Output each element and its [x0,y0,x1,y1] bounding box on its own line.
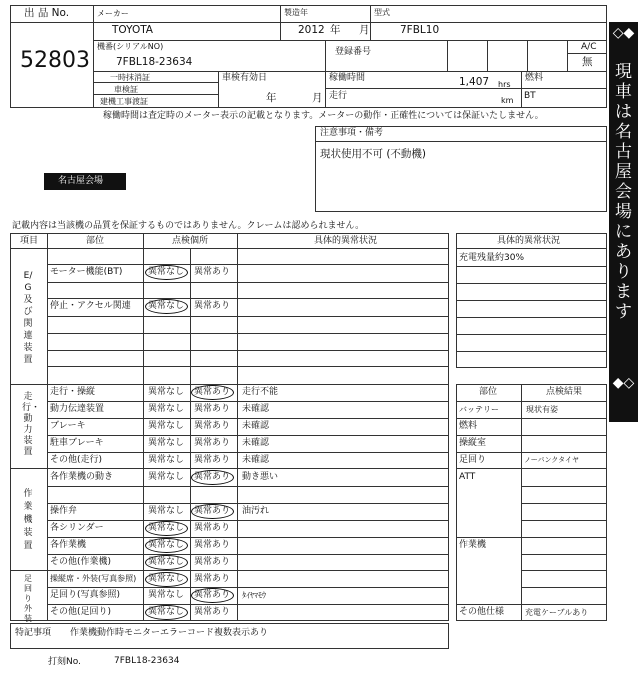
col-detail: 具体的異常状況 [314,236,378,246]
ng-label: 異常あり [194,387,231,397]
ok-label: 異常なし [148,607,185,617]
checked-mark [145,265,188,280]
venue-badge-text: 名古屋会場 [58,176,104,186]
venue-badge [44,173,126,190]
result-part: バッテリー [459,405,499,414]
part-under: 足回り(写真参照) [50,590,121,600]
mileage-label: 走行 [329,91,348,101]
maker-value: TOYOTA [112,24,153,36]
quality-disclaimer: 記載内容は当該機の品質を保証するものではありません。クレームは認められません。 [12,221,365,231]
maker-label: メーカー [97,9,129,18]
ng-label: 異常あり [194,472,231,482]
diamond-bottom: ◆◇ [612,375,635,391]
fuel-value: BT [524,91,536,101]
ok-label: 異常なし [148,557,185,567]
results-col-result: 点検結果 [546,387,583,397]
special-text: 作業機動作時モニターエラーコード複数表示あり [70,628,269,638]
hours-value: 1,407 [459,76,490,88]
result-part: 燃料 [459,421,478,431]
km-unit: km [501,96,514,105]
checked-mark [145,555,188,570]
checked-mark [145,605,188,620]
results-col-part: 部位 [479,387,498,397]
section-drive: 走行・動力装置 [22,392,41,457]
remarks-box [315,126,607,212]
part-parking: 駐車ブレーキ [50,438,104,448]
ng-label: 異常あり [194,523,231,533]
part-stop: 停止・アクセル関連 [50,301,131,311]
result-value: ノーパンクタイヤ [524,456,580,464]
hours-disclaimer: 稼働時間は査定時のメーター表示の記載となります。メーターの動作・正確性については保証いたしません。 [103,111,544,121]
result-part: その他仕様 [459,607,505,617]
vehicle-cert-label: 車検証 [114,85,138,94]
detail-other-drive: 未確認 [242,455,270,465]
ac-label: A/C [581,42,597,52]
ng-label: 異常あり [194,301,231,311]
header-frame [10,5,607,108]
part-other-under: その他(足回り) [50,607,112,617]
temp-cert-label: 一時抹消証 [110,73,150,82]
part-cylinder: 各シリンダー [50,523,104,533]
diamond-top: ◇◆ [612,25,635,41]
serial-label: 機番(シリアルNO) [97,42,164,51]
ok-label: 異常なし [148,438,185,448]
hours-label: 稼働時間 [329,73,366,83]
right-detail-header: 具体的異常状況 [497,236,561,246]
ok-label: 異常なし [148,421,185,431]
ok-label: 異常なし [148,404,185,414]
ok-label: 異常なし [148,301,185,311]
result-part: 作業機 [459,540,487,550]
stamp-value: 7FBL18-23634 [114,656,180,666]
checked-mark [145,538,188,553]
ok-label: 異常なし [148,455,185,465]
ng-label: 異常あり [194,540,231,550]
result-part: ATT [459,472,476,482]
part-brake: ブレーキ [50,421,86,431]
ac-value: 無 [582,56,593,68]
ok-label: 異常なし [148,472,185,482]
part-travel: 走行・操縦 [50,387,96,397]
checked-mark [191,470,234,485]
fuel-label: 燃料 [525,73,544,83]
model-label: 型式 [374,8,390,17]
col-part: 部位 [86,236,105,246]
part-other-drive: その他(走行) [50,455,103,465]
detail-brake: 未確認 [242,421,270,431]
result-value: 充電ケーブルあり [525,608,589,617]
lot-number: 52803 [20,48,90,73]
sidebar-text: 現車は名古屋会場にあります [615,62,632,322]
ng-label: 異常あり [194,607,231,617]
section-work: 作業機装置 [23,489,33,551]
location-sidebar [609,22,638,422]
detail-movement: 動き悪い [242,472,279,482]
remarks-value: 現状使用不可 (不動機) [320,148,427,160]
hours-unit: hrs [498,80,511,89]
col-check: 点検個所 [172,236,209,246]
year-unit: 年 [330,24,341,36]
model-value: 7FBL10 [400,24,440,36]
part-cab: 操縦席・外装(写真参照) [50,574,137,583]
ok-label: 異常なし [148,540,185,550]
ok-label: 異常なし [148,506,185,516]
inspection-year-unit: 年 [266,92,277,104]
remarks-label: 注意事項・備考 [320,128,384,138]
checked-mark [145,572,188,587]
right-detail-first: 充電残量約30% [459,253,525,263]
detail-power: 未確認 [242,404,270,414]
checked-mark [145,299,188,314]
ok-label: 異常なし [148,590,185,600]
ng-label: 異常あり [194,557,231,567]
year-value: 2012 [298,24,325,36]
ng-label: 異常あり [194,455,231,465]
ok-label: 異常なし [148,523,185,533]
ng-label: 異常あり [194,438,231,448]
col-item: 項目 [20,236,39,246]
part-movement: 各作業機の動き [50,472,114,482]
part-power: 動力伝達装置 [50,404,105,414]
inspection-month-unit: 月 [312,92,323,104]
special-label: 特記事項 [15,628,52,638]
ok-label: 異常なし [148,267,185,277]
ng-label: 異常あり [194,574,231,584]
ng-label: 異常あり [194,404,231,414]
ok-label: 異常なし [148,574,185,584]
ok-label: 異常なし [148,387,185,397]
checked-mark [191,385,234,400]
ng-label: 異常あり [194,421,231,431]
month-unit: 月 [359,24,370,36]
stamp-label: 打刻No. [48,657,81,667]
checked-mark [191,588,234,603]
inspection-label: 車検有効日 [222,73,268,83]
part-other-work: その他(作業機) [50,557,112,567]
detail-parking: 未確認 [242,438,270,448]
result-value: 現状有姿 [526,405,558,414]
year-label: 製造年 [284,8,308,17]
detail-under: ﾀｲﾔﾏﾓｳ [242,591,266,600]
result-part: 足回り [459,455,487,465]
checked-mark [145,521,188,536]
checked-mark [191,504,234,519]
work-cert-label: 建機工事渡証 [100,97,148,106]
part-valve: 操作弁 [50,506,78,516]
result-part: 操縦室 [459,438,487,448]
serial-value: 7FBL18-23634 [116,56,193,68]
section-eg: E/G及び関連装置 [23,271,33,365]
part-each-work: 各作業機 [50,540,87,550]
lot-label: 出 品 No. [24,7,70,19]
reg-label: 登録番号 [335,47,372,57]
detail-travel: 走行不能 [242,387,279,397]
section-undercarriage: 足回り外装 [24,574,32,623]
ng-label: 異常あり [194,590,231,600]
ng-label: 異常あり [194,506,231,516]
detail-valve: 油汚れ [242,506,270,516]
ng-label: 異常あり [194,267,231,277]
part-motor: モーター機能(BT) [50,267,123,277]
